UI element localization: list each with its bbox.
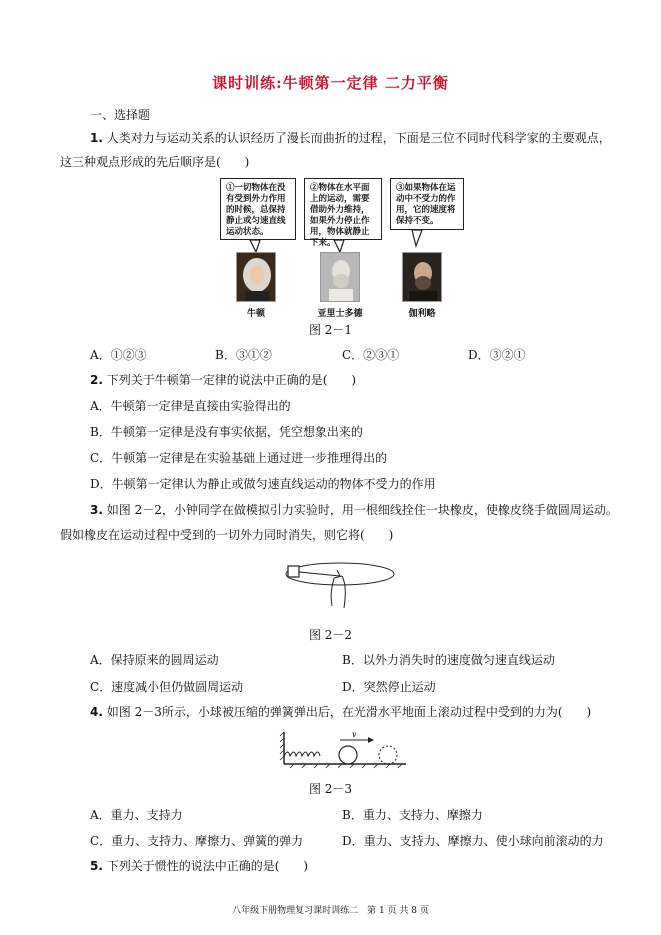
- question-number: 2.: [90, 373, 103, 387]
- question-4: [90, 702, 591, 722]
- question-1-line2: 这三种观点形成的先后顺序是( ): [60, 155, 250, 169]
- galileo-portrait: [402, 252, 442, 302]
- question-3-line2: 假如橡皮在运动过程中受到的一切外力同时消失，则它将( ): [60, 528, 394, 542]
- option-a: A．保持原来的圆周运动: [90, 653, 219, 667]
- arrow-head-icon: [368, 737, 374, 743]
- option-b: B．③①②: [215, 348, 272, 362]
- option-c: C．重力、支持力、摩擦力、弹簧的弹力: [90, 834, 304, 848]
- question-text: 下列关于牛顿第一定律的说法中正确的是( ): [106, 373, 357, 387]
- scientist-name: 牛顿: [246, 309, 265, 319]
- question-number: 4.: [90, 705, 103, 719]
- question-number: 5.: [90, 859, 103, 873]
- page-footer: 八年级下册物理复习课时训练二 第 1 页 共 8 页: [232, 906, 429, 916]
- figure-2-1: [216, 176, 466, 326]
- figure-2-2: [282, 554, 402, 618]
- option-d: D．重力、支持力、摩擦力、使小球向前滚动的力: [342, 834, 604, 848]
- question-3: [90, 500, 618, 520]
- option-c: C．速度减小但仍做圆周运动: [90, 680, 244, 694]
- scientist-name: 亚里士多德: [317, 309, 363, 319]
- question-number: 1.: [90, 131, 103, 145]
- option-c: C．②③①: [342, 348, 400, 362]
- option-b: B．以外力消失时的速度做匀速直线运动: [342, 653, 555, 667]
- question-2: [90, 370, 356, 390]
- eraser-block: [288, 566, 299, 577]
- question-text: 下列关于惯性的说法中正确的是( ): [106, 859, 309, 873]
- string-line: [299, 572, 340, 576]
- speech-bubble: ③如果物体在运动中不受力的作用，它的速度将保持不变。: [390, 178, 464, 230]
- question-text: 如图 2－2，小钟同学在做模拟引力实验时，用一根细线拴住一块橡皮，使橡皮绕手做圆周运动。: [106, 503, 618, 517]
- newton-portrait: [236, 252, 276, 302]
- option-c: C．牛顿第一定律是在实验基础上通过进一步推理得出的: [90, 451, 388, 465]
- figure-caption: 图 2－2: [308, 628, 353, 642]
- spring-icon: [284, 752, 320, 756]
- ball: [339, 746, 357, 764]
- option-a: A．①②③: [90, 348, 147, 362]
- speech-bubble: ②物体在水平面上的运动，需要借助外力维持，如果外力停止作用，物体就静止下来。: [304, 178, 382, 240]
- aristotle-portrait: [320, 252, 360, 302]
- option-d: D．牛顿第一定律认为静止或做匀速直线运动的物体不受力的作用: [90, 477, 436, 491]
- option-a: A．牛顿第一定律是直接由实验得出的: [90, 399, 291, 413]
- speech-bubble: ①一切物体在没有受到外力作用的时候，总保持静止或匀速直线运动状态。: [220, 178, 296, 240]
- ball-dashed: [379, 746, 397, 764]
- figure-caption: 图 2－3: [308, 782, 353, 796]
- option-a: A．重力、支持力: [90, 808, 183, 822]
- section-heading: 一、选择题: [90, 108, 151, 122]
- figure-2-3: [278, 728, 408, 772]
- option-b: B．重力、支持力、摩擦力: [342, 808, 483, 822]
- option-d: D．③②①: [468, 348, 526, 362]
- figure-caption: 图 2－1: [308, 323, 353, 337]
- option-b: B．牛顿第一定律是没有事实依据，凭空想象出来的: [90, 425, 363, 439]
- question-text: 人类对力与运动关系的认识经历了漫长而曲折的过程，下面是三位不同时代科学家的主要观点，: [106, 131, 611, 145]
- question-text: 如图 2－3所示，小球被压缩的弹簧弹出后，在光滑水平地面上滚动过程中受到的力为( ): [106, 705, 592, 719]
- scientist-name: 伽利略: [408, 309, 436, 319]
- question-1: [90, 128, 611, 148]
- question-number: 3.: [90, 503, 103, 517]
- velocity-label: v: [352, 730, 357, 739]
- page-title: 课时训练:牛顿第一定律 二力平衡: [212, 74, 449, 92]
- circular-path: [286, 563, 394, 585]
- option-d: D．突然停止运动: [342, 680, 436, 694]
- question-5: [90, 856, 308, 876]
